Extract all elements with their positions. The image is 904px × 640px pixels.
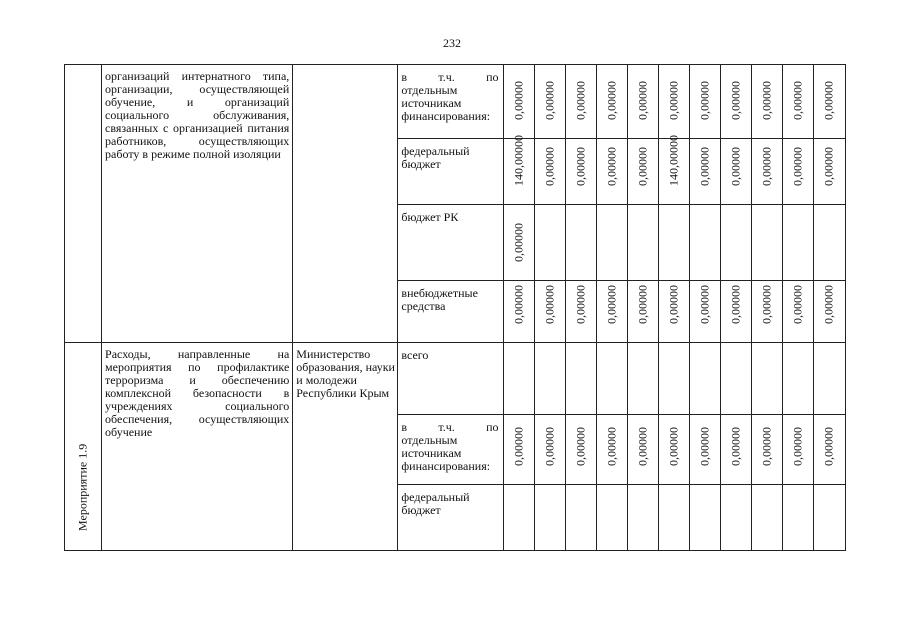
value-text: 0,00000 — [728, 147, 743, 186]
value-cell — [813, 285, 845, 415]
value-text: 140,00000 — [666, 135, 681, 186]
value-text: 0,00000 — [697, 427, 712, 466]
value-cell — [503, 427, 534, 551]
value-cell — [565, 427, 596, 551]
value-text: 0,00000 — [635, 285, 650, 324]
source-cell — [398, 139, 503, 205]
value-text: 0,00000 — [604, 285, 619, 324]
value-cell — [751, 285, 782, 415]
description-text: организаций интернатного типа, организации, осуществляющей обучение, и организаций социального обслуживания, связанных с организацией питания работников, осуществляющих работу в режиме полной изоляции — [105, 69, 290, 161]
value-cell — [627, 147, 658, 281]
value-cell — [720, 147, 751, 281]
value-cell — [627, 285, 658, 415]
value-text: 0,00000 — [790, 427, 805, 466]
value-text: 0,00000 — [666, 285, 681, 324]
value-text: 0,00000 — [573, 285, 588, 324]
value-text: 0,00000 — [573, 81, 588, 120]
source-label: всего — [401, 348, 429, 362]
value-text: 0,00000 — [542, 81, 557, 120]
source-label: федеральный бюджет — [401, 144, 470, 171]
description-cell — [102, 65, 293, 343]
executor-text: Министерство образования, науки и молодежи Республики Крым — [296, 347, 395, 400]
measure-label: Мероприятие 1.9 — [75, 443, 90, 531]
value-cell — [534, 147, 565, 281]
description-cell — [102, 343, 293, 551]
value-cell — [596, 147, 627, 281]
value-text: 0,00000 — [511, 81, 526, 120]
value-text: 0,00000 — [697, 285, 712, 324]
value-cell — [782, 285, 813, 415]
value-text: 0,00000 — [666, 427, 681, 466]
value-cell — [813, 147, 845, 281]
value-text: 0,00000 — [666, 81, 681, 120]
value-cell — [813, 427, 845, 551]
value-cell — [751, 427, 782, 551]
source-label: федеральный бюджет — [401, 490, 470, 517]
value-text: 0,00000 — [697, 147, 712, 186]
value-text: 0,00000 — [573, 427, 588, 466]
value-text: 0,00000 — [635, 427, 650, 466]
page-number: 232 — [443, 36, 461, 50]
value-text: 0,00000 — [604, 147, 619, 186]
value-text: 0,00000 — [511, 223, 526, 262]
value-cell — [751, 147, 782, 281]
value-text: 0,00000 — [635, 81, 650, 120]
value-text: 0,00000 — [759, 81, 774, 120]
value-text: 0,00000 — [821, 285, 836, 324]
value-text: 0,00000 — [542, 285, 557, 324]
value-text: 0,00000 — [759, 285, 774, 324]
value-text: 0,00000 — [604, 427, 619, 466]
value-cell — [689, 285, 720, 415]
value-text: 0,00000 — [573, 147, 588, 186]
executor-cell — [293, 65, 398, 343]
value-text: 0,00000 — [604, 81, 619, 120]
measure-cell — [65, 65, 102, 343]
value-cell — [534, 285, 565, 415]
value-text: 0,00000 — [790, 81, 805, 120]
value-text: 0,00000 — [635, 147, 650, 186]
value-text: 140,00000 — [511, 135, 526, 186]
value-cell — [658, 427, 689, 551]
value-text: 0,00000 — [728, 285, 743, 324]
value-cell — [658, 285, 689, 415]
value-cell — [782, 147, 813, 281]
source-label: в т.ч. по отдельным источникам финансирования: — [401, 420, 499, 473]
value-cell — [627, 427, 658, 551]
value-text: 0,00000 — [542, 427, 557, 466]
source-cell — [398, 205, 503, 281]
value-text: 0,00000 — [821, 81, 836, 120]
source-cell — [398, 343, 503, 415]
value-cell — [565, 147, 596, 281]
value-cell — [565, 285, 596, 415]
source-label: бюджет РК — [401, 210, 459, 224]
value-cell — [503, 285, 534, 415]
measure-cell — [65, 343, 102, 551]
value-text: 0,00000 — [759, 147, 774, 186]
value-text: 0,00000 — [511, 427, 526, 466]
value-text: 0,00000 — [511, 285, 526, 324]
description-text: Расходы, направленные на мероприятия по профилактике терроризма и обеспечению комплексной безопасности в учреждениях социального обеспечения, осуществляющих обучение — [105, 347, 290, 439]
value-text: 0,00000 — [697, 81, 712, 120]
source-cell — [398, 415, 503, 485]
value-cell — [689, 147, 720, 281]
value-cell — [658, 135, 689, 281]
source-cell — [398, 485, 503, 551]
value-cell — [720, 427, 751, 551]
source-label: внебюджетные средства — [401, 286, 478, 313]
value-text: 0,00000 — [542, 147, 557, 186]
value-cell — [596, 427, 627, 551]
executor-cell — [293, 343, 398, 551]
value-text: 0,00000 — [821, 147, 836, 186]
table-row — [65, 343, 846, 415]
value-text: 0,00000 — [821, 427, 836, 466]
budget-table — [64, 64, 846, 551]
value-text: 0,00000 — [790, 147, 805, 186]
value-text: 0,00000 — [759, 427, 774, 466]
source-cell — [398, 281, 503, 343]
value-text: 0,00000 — [728, 81, 743, 120]
value-cell — [720, 285, 751, 415]
value-cell — [782, 427, 813, 551]
source-cell — [398, 65, 503, 139]
value-cell — [689, 427, 720, 551]
value-text: 0,00000 — [728, 427, 743, 466]
source-label: в т.ч. по отдельным источникам финансирования: — [401, 70, 499, 123]
value-cell — [534, 427, 565, 551]
value-text: 0,00000 — [790, 285, 805, 324]
value-cell — [596, 285, 627, 415]
